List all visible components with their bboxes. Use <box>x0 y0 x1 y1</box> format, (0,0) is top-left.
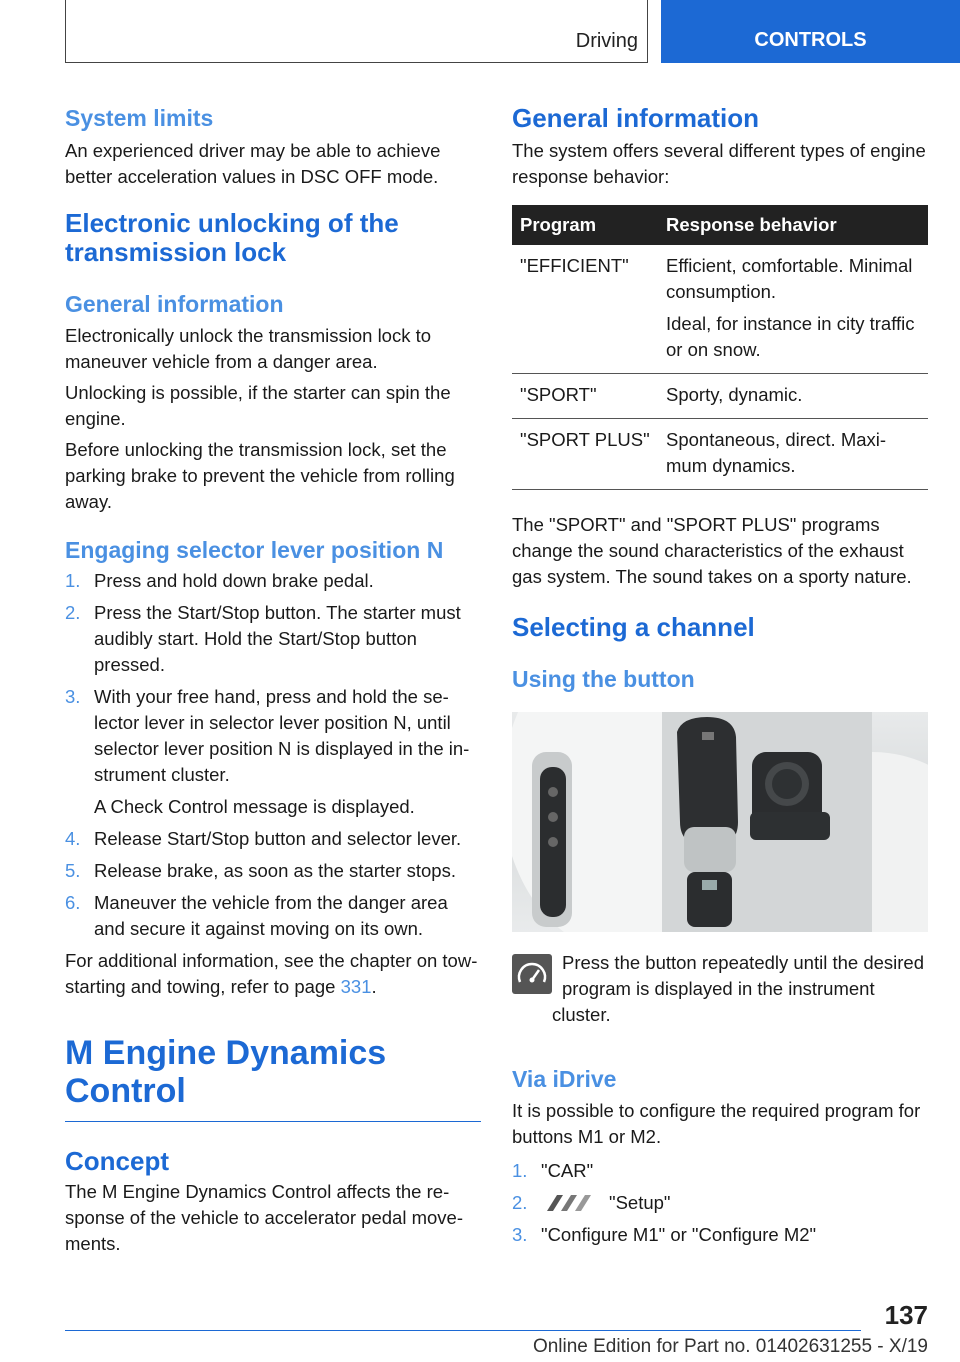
step-number: 1. <box>65 570 81 591</box>
heading-electronic-unlocking: Electronic unlocking of the transmission lock <box>65 208 399 267</box>
step-number: 1. <box>512 1160 528 1181</box>
step-text: "Configure M1" or "Configure M2" <box>541 1224 817 1245</box>
table-header-row <box>512 205 928 245</box>
settings-icon <box>541 1193 597 1213</box>
list-item <box>65 858 483 884</box>
header-section-title: Driving <box>575 30 638 52</box>
step-text: A Check Control message is displayed. <box>94 796 415 817</box>
table-row <box>512 245 928 374</box>
behavior-line: Spontaneous, direct. Maximum dynamics. <box>666 429 887 476</box>
list-item <box>65 568 483 594</box>
header-chapter-tab: CONTROLS <box>661 0 960 63</box>
table-header-program: Program <box>512 205 658 245</box>
additional-info-text: For additional information, see the chapter on tow-starting and towing, refer to page <box>65 950 478 997</box>
paragraph-gen-info-2: Unlocking is possible, if the starter can spin the engine. <box>65 382 451 429</box>
step-text: Maneuver the vehicle from the danger area and secure it against moving on its own. <box>94 892 448 939</box>
table-cell-program: "EFFICIENT" <box>512 245 658 374</box>
table-cell-program: "SPORT" <box>512 374 658 419</box>
page-link[interactable]: 331 <box>340 976 372 997</box>
paragraph-press-button: Press the button repeatedly until the desired program is displayed in the instrument cluster. <box>552 952 925 1025</box>
footer-edition: Online Edition for Part no. 01402631255 - X/19 <box>532 1336 928 1357</box>
right-column <box>512 100 928 1248</box>
step-number: 3. <box>512 1224 528 1245</box>
heading-engaging-selector: Engaging selector lever position N <box>65 537 444 563</box>
section-divider <box>65 1121 481 1122</box>
table-row <box>512 419 928 490</box>
steps-list <box>65 568 483 942</box>
behavior-line: Sporty, dynamic. <box>666 384 803 405</box>
paragraph-sport-sound: The "SPORT" and "SPORT PLUS" programs change the sound characteristics of the exhaust gas system. The sound takes on a sporty nature. <box>512 514 912 587</box>
heading-m-engine-dynamics: M Engine Dynamics Control <box>65 1034 387 1110</box>
speedometer-icon <box>512 954 552 994</box>
footer-divider <box>65 1330 861 1331</box>
step-text: Release Start/Stop button and selector lever. <box>94 828 462 849</box>
program-table <box>512 205 928 490</box>
paragraph-system-limits: An experienced driver may be able to achieve better acceleration values in DSC OFF mode. <box>65 140 441 187</box>
list-item <box>512 1222 928 1248</box>
step-number: 3. <box>65 686 81 707</box>
paragraph-gen-info-1: Electronically unlock the transmission lock to maneuver vehicle from a danger area. <box>65 325 432 372</box>
table-cell-program: "SPORT PLUS" <box>512 419 658 490</box>
left-column <box>65 100 483 1257</box>
behavior-line: Efficient, comfortable. Minimal consumption. <box>666 255 913 302</box>
table-row <box>512 374 928 419</box>
step-text: Release brake, as soon as the starter stops. <box>94 860 456 881</box>
step-number: 4. <box>65 828 81 849</box>
step-text: Press and hold down brake pedal. <box>94 570 374 591</box>
paragraph-engine-response: The system offers several different types of engine response behavior: <box>512 140 926 187</box>
paragraph-idrive: It is possible to configure the required program for buttons M1 or M2. <box>512 1100 921 1147</box>
list-item <box>65 794 483 820</box>
page-number: 137 <box>884 1300 928 1330</box>
paragraph-additional-info <box>65 948 483 1000</box>
table-cell-behavior <box>658 374 928 419</box>
console-illustration <box>512 712 928 932</box>
heading-system-limits: System limits <box>65 105 214 131</box>
step-number: 6. <box>65 892 81 913</box>
step-number: 2. <box>65 602 81 623</box>
header-frame <box>65 0 648 63</box>
step-number <box>65 794 94 820</box>
heading-selecting-channel: Selecting a channel <box>512 612 755 642</box>
heading-general-information-left: General information <box>65 291 284 317</box>
table-header-behavior: Response behavior <box>658 205 928 245</box>
list-item <box>512 1158 928 1184</box>
list-item <box>65 684 483 788</box>
table-cell-behavior <box>658 245 928 374</box>
step-text: Press the Start/Stop button. The starter must audibly start. Hold the Start/Stop button pressed. <box>94 602 461 675</box>
step-text: "Setup" <box>609 1192 671 1213</box>
idrive-steps-list <box>512 1158 928 1248</box>
button-instruction-block <box>512 950 928 1028</box>
paragraph-concept: The M Engine Dynamics Control affects the response of the vehicle to accelerator pedal movements. <box>65 1181 463 1254</box>
step-text: With your free hand, press and hold the selector lever in selector lever position N, until selector lever position N is displayed in the instrument cluster. <box>94 686 470 785</box>
additional-info-end: . <box>371 976 377 997</box>
table-cell-behavior <box>658 419 928 490</box>
heading-using-button: Using the button <box>512 666 695 692</box>
heading-concept: Concept <box>65 1146 169 1176</box>
center-console-photo <box>512 712 928 932</box>
step-number: 2. <box>512 1192 528 1213</box>
paragraph-gen-info-3: Before unlocking the transmission lock, set the parking brake to prevent the vehicle from rolling away. <box>65 439 455 512</box>
heading-general-information-right: General information <box>512 103 760 133</box>
heading-via-idrive: Via iDrive <box>512 1066 617 1092</box>
list-item <box>65 826 483 852</box>
list-item <box>65 890 483 942</box>
list-item <box>65 600 483 678</box>
step-text: "CAR" <box>541 1160 594 1181</box>
step-number: 5. <box>65 860 81 881</box>
behavior-line: Ideal, for instance in city traffic or on snow. <box>666 313 915 360</box>
list-item <box>512 1190 928 1216</box>
